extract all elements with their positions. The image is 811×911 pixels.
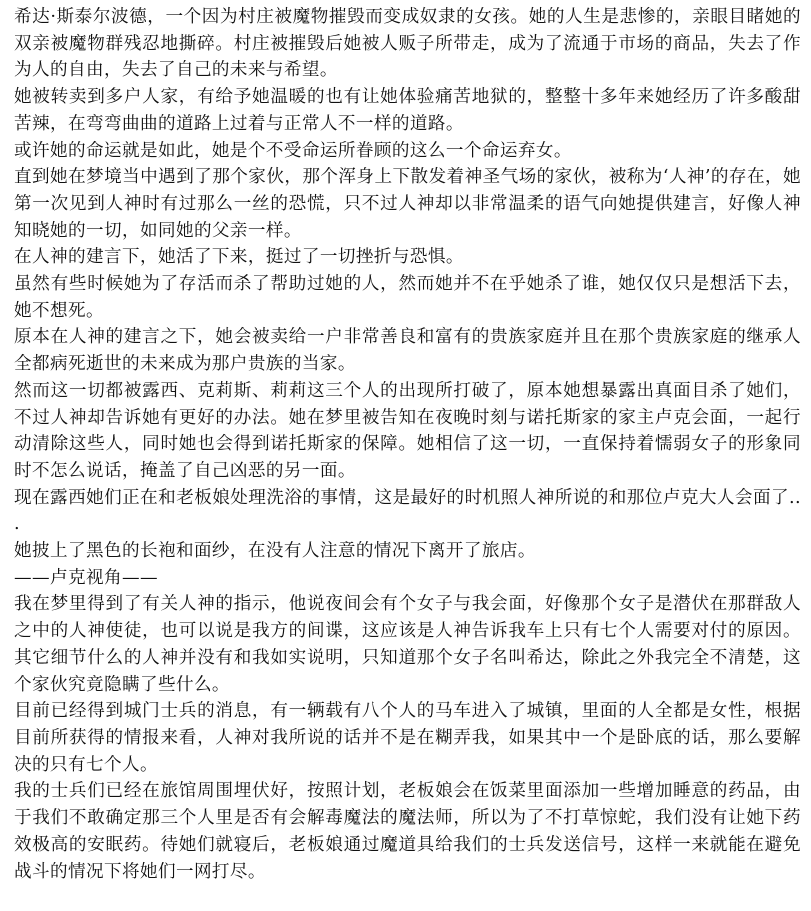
paragraph: 现在露西她们正在和老板娘处理洗浴的事情，这是最好的时机照人神所说的和那位卢克大人会面了... xyxy=(14,487,801,535)
section-divider-heading: ——卢克视角—— xyxy=(14,567,158,588)
paragraph: 然而这一切都被露西、克莉斯、莉莉这三个人的出现所打破了，原本她想暴露出真面目杀了她们，不过人神却告诉她有更好的办法。她在梦里被告知在夜晚时刻与诺托斯家的家主卢克会面，一起行动清除这些人，同时她也会得到诺托斯家的保障。她相信了这一切，一直保持着懦弱女子的形象同时不怎么说话，掩盖了自己凶恶的另一面。 xyxy=(14,380,801,481)
paragraph: 原本在人神的建言之下，她会被卖给一户非常善良和富有的贵族家庭并且在那个贵族家庭的继承人全都病死逝世的未来成为那户贵族的当家。 xyxy=(14,327,801,375)
paragraph: 她被转卖到多户人家，有给予她温暖的也有让她体验痛苦地狱的，整整十多年来她经历了许多酸甜苦辣，在弯弯曲曲的道路上过着与正常人不一样的道路。 xyxy=(14,87,801,134)
paragraph: 她披上了黑色的长袍和面纱，在没有人注意的情况下离开了旅店。 xyxy=(14,541,536,562)
paragraph: 我在梦里得到了有关人神的指示，他说夜间会有个女子与我会面，好像那个女子是潜伏在那群敌人之中的人神使徒，也可以说是我方的间谍，这应该是人神告诉我车上只有七个人需要对付的原因。其它细节什么的人神并没有和我如实说明，只知道那个女子名叫希达，除此之外我完全不清楚，这个家伙究竟隐瞒了些什么。 xyxy=(14,594,801,695)
paragraph: 目前已经得到城门士兵的消息，有一辆载有八个人的马车进入了城镇，里面的人全都是女性，根据目前所获得的情报来看，人神对我所说的话并不是在糊弄我，如果其中一个是卧底的话，那么要解决的只有七个人。 xyxy=(14,701,801,775)
paragraph: 或许她的命运就是如此，她是个不受命运所眷顾的这么一个命运弃女。 xyxy=(14,140,572,161)
paragraph: 直到她在梦境当中遇到了那个家伙，那个浑身上下散发着神圣气场的家伙，被称为‘人神’的存在，她第一次见到人神时有过那么一丝的恐慌，只不过人神却以非常温柔的语气向她提供建言，好像人神知晓她的一切，如同她的父亲一样。 xyxy=(14,167,801,241)
paragraph: 希达·斯泰尔波德，一个因为村庄被魔物摧毁而变成奴隶的女孩。她的人生是悲惨的，亲眼目睹她的双亲被魔物群残忍地撕碎。村庄被摧毁后她被人贩子所带走，成为了流通于市场的商品，失去了作为人的自由，失去了自己的未来与希望。 xyxy=(14,7,801,81)
paragraph: 虽然有些时候她为了存活而杀了帮助过她的人，然而她并不在乎她杀了谁，她仅仅只是想活下去，她不想死。 xyxy=(14,274,801,321)
paragraph: 我的士兵们已经在旅馆周围埋伏好，按照计划，老板娘会在饭菜里面添加一些增加睡意的药品，由于我们不敢确定那三个人里是否有会解毒魔法的魔法师，所以为了不打草惊蛇，我们没有让她下药效极高的安眠药。待她们就寝后，老板娘通过魔道具给我们的士兵发送信号，这样一来就能在避免战斗的情况下将她们一网打尽。 xyxy=(14,781,801,882)
paragraph: 在人神的建言下，她活了下来，挺过了一切挫折与恐惧。 xyxy=(14,247,464,268)
